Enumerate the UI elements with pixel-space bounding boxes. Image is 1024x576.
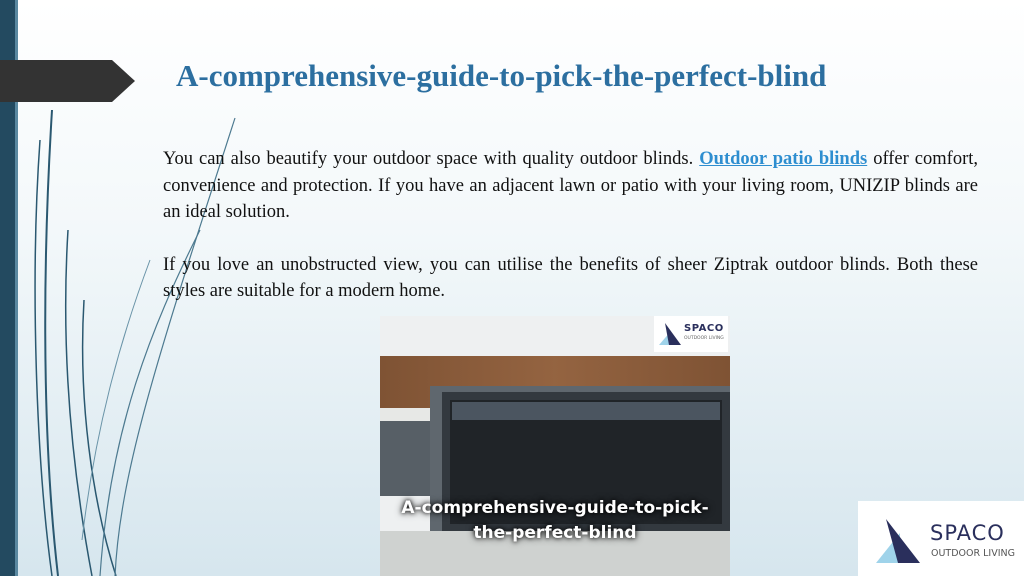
photo-logo — [654, 316, 728, 352]
image-caption — [380, 496, 730, 546]
body-text — [163, 146, 978, 331]
spaco-logo-icon — [657, 321, 683, 347]
featured-image — [380, 316, 730, 576]
image-caption-line-1: A-comprehensive-guide-to-pick- — [401, 498, 709, 518]
image-caption-line-2: the-perfect-blind — [473, 523, 637, 543]
paragraph-1-rest: offer comfort, convenience and protection. If you have an adjacent lawn or patio with your living room, UNIZIP blinds are an ideal solution. — [163, 149, 978, 222]
paragraph-2: If you love an unobstructed view, you can utilise the benefits of sheer Ziptrak outdoor blinds. Both these styles are suitable for a modern home. — [163, 254, 978, 301]
photo-logo-name: SPACO — [684, 323, 724, 334]
photo-logo-tagline: OUTDOOR LIVING — [684, 336, 724, 341]
title-arrow-shape — [0, 60, 135, 102]
paragraph-1 — [163, 146, 978, 226]
slide-title: A-comprehensive-guide-to-pick-the-perfect-blind — [176, 58, 827, 93]
outdoor-patio-blinds-link[interactable]: Outdoor patio blinds — [699, 149, 868, 169]
brand-name: SPACO — [930, 521, 1005, 545]
spaco-logo-icon — [874, 515, 924, 565]
paragraph-1-intro: You can also beautify your outdoor space with quality outdoor blinds. — [163, 149, 700, 169]
brand-logo — [858, 501, 1024, 576]
brand-tagline: OUTDOOR LIVING — [931, 548, 1015, 559]
